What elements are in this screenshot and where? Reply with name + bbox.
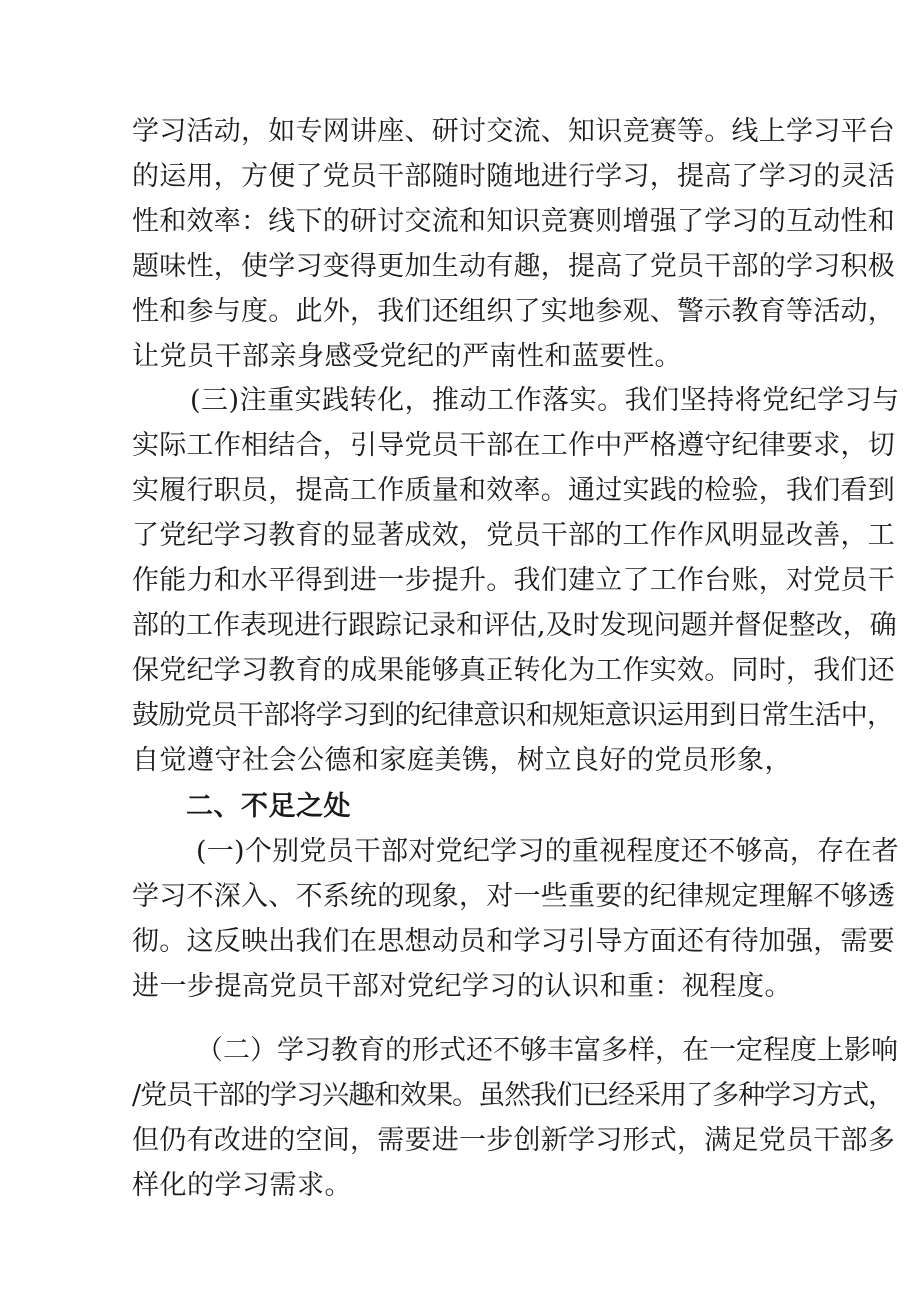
paragraph-line: 彻。这反映出我们在思想动员和学习引导方面还有待加强，需要: [132, 926, 895, 957]
paragraph-line: （二）学习教育的形式还不够丰富多样，在一定程度上影响: [196, 1035, 898, 1066]
paragraph-line: 自觉遵守社会公德和家庭美镌，树立良好的党员形象，: [132, 745, 792, 776]
paragraph-line: 学习不深入、不系统的现象，对一些重要的纪律规定理解不够透: [132, 881, 895, 912]
paragraph-line: 实履行职员，提高工作质量和效率。通过实践的检验，我们看到: [132, 475, 895, 506]
paragraph-line: 学习活动，如专网讲座、研讨交流、知识竞赛等。线上学习平台: [132, 116, 895, 147]
paragraph-line: 部的工作表现进行跟踪记录和评估,及时发现问题并督促整改，确: [132, 610, 897, 641]
paragraph-line: 鼓励党员干部将学习到的纪律意识和规矩意识运用到日常生活中，: [132, 700, 894, 731]
paragraph-line: (三)注重实践转化，推动工作落实。我们坚持将党纪学习与: [190, 385, 900, 416]
paragraph-line: 了党纪学习教育的显著成效，党员干部的工作作风明显改善，工: [132, 520, 895, 551]
section-heading: 二、不足之处: [186, 791, 351, 822]
paragraph-line: 作能力和水平得到进一步提升。我们建立了工作台账，对党员干: [132, 565, 895, 596]
paragraph-line: 实际工作相结合，引导党员干部在工作中严格遵守纪律要求，切: [132, 430, 895, 461]
paragraph-line: 性和效率：线下的研讨交流和知识竞赛则增强了学习的互动性和: [132, 206, 895, 237]
paragraph-line: 保党纪学习教育的成果能够真正转化为工作实效。同时，我们还: [132, 655, 895, 686]
paragraph-line: (一)个别党员干部对党纪学习的重视程度还不够高，存在者: [196, 836, 899, 867]
paragraph-line: 让党员干部亲身感受党纪的严南性和蓝要性。: [132, 341, 682, 372]
paragraph-line: /党员干部的学习兴趣和效果。虽然我们已经采用了多种学习方式，: [132, 1080, 895, 1111]
paragraph-line: 样化的学习需求。: [132, 1170, 352, 1201]
paragraph-line: 题味性，使学习变得更加生动有趣，提高了党员干部的学习积极: [132, 251, 895, 282]
paragraph-line: 但仍有改进的空间，需要进一步创新学习形式，满足党员干部多: [132, 1125, 895, 1156]
paragraph-line: 的运用，方便了党员干部随时随地进行学习，提高了学习的灵活: [132, 161, 895, 192]
paragraph-line: 进一步提高党员干部对党纪学习的认识和重：视程度。: [132, 971, 792, 1002]
paragraph-line: 性和参与度。此外，我们还组织了实地参观、警示教育等活动，: [132, 296, 895, 327]
